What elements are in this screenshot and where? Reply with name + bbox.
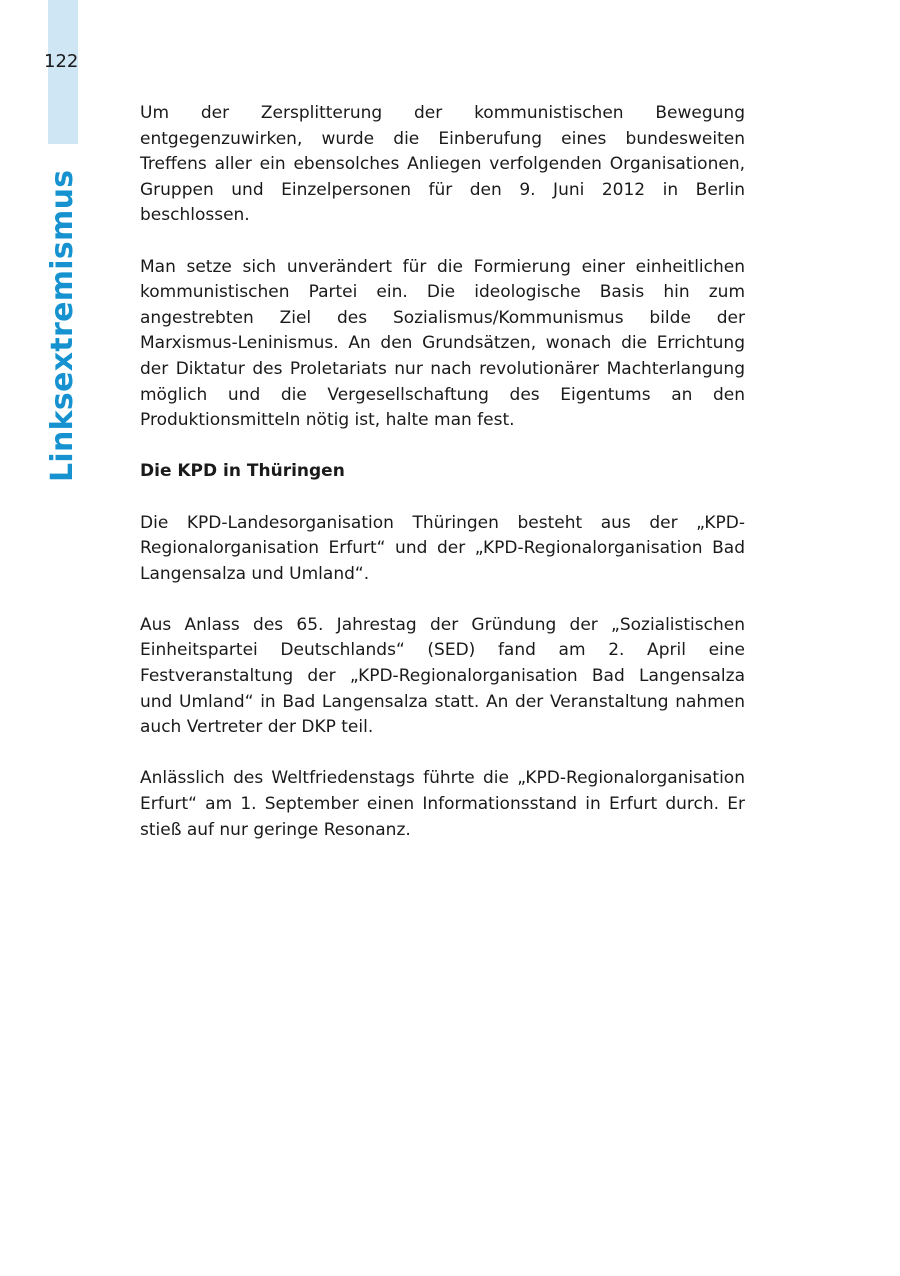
paragraph-intro-2: Man setze sich unverändert für die Formierung einer einheitlichen kommunistischen Partei ein. Die ideologische Basis hin zum angestrebten Ziel des Sozialismus/Kommunismus bilde der Marxismus-Leninismus. An den Grundsätzen, wonach die Errichtung der Diktatur des Proletariats nur nach revolutionärer Machterlangung möglich und die Vergesellschaftung des Eigentums an den Produktionsmitteln nötig ist, halte man fest.: [140, 256, 745, 431]
paragraph-section-3: Anlässlich des Weltfriedenstags führte die „KPD-Regionalorganisation Erfurt“ am 1. September einen Informationsstand in Erfurt durch. Er stieß auf nur geringe Resonanz.: [140, 768, 745, 840]
paragraph-intro-1: Um der Zersplitterung der kommunistischen Bewegung entgegenzuwirken, wurde die Einberufung eines bundesweiten Treffens aller ein ebensolches Anliegen verfolgenden Organisationen, Gruppen und Einzelpersonen für den 9. Juni 2012 in Berlin beschlossen.: [140, 103, 745, 226]
paragraph-section-1: Die KPD-Landesorganisation Thüringen besteht aus der „KPD-Regionalorganisation Erfurt“ und der „KPD-Regionalorganisation Bad Langensalza und Umland“.: [140, 512, 745, 584]
section-label: Linksextremismus: [45, 169, 80, 482]
paragraph-section-2: Aus Anlass des 65. Jahrestag der Gründung der „Sozialistischen Einheitspartei Deutschlands“ (SED) fand am 2. April eine Festveranstaltung der „KPD-Regionalorganisation Bad Langensalza und Umland“ in Bad Langensalza statt. An der Veranstaltung nahmen auch Vertreter der DKP teil.: [140, 614, 745, 738]
section-heading: Die KPD in Thüringen: [140, 461, 345, 482]
page-number: 122: [44, 51, 79, 72]
page-content: [140, 101, 745, 869]
